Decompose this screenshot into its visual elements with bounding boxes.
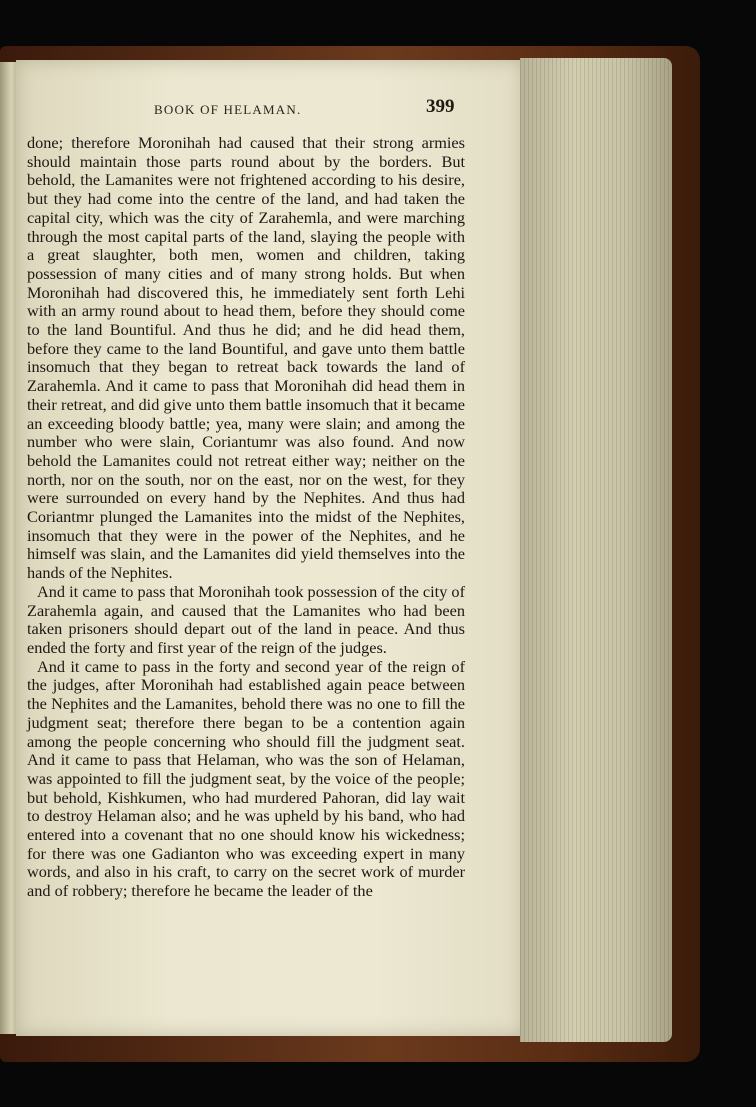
page-number: 399	[426, 96, 455, 117]
page-block-edges	[520, 58, 672, 1042]
paragraph: done; therefore Moronihah had caused that their strong armies should maintain those parts round about by the borders. But behold, the Lamanites were not frightened according to his desire, but they had come into the centre of the land, and had taken the capital city, which was the city of Zarahemla, and were marching through the most capital parts of the land, slaying the people with a great slaughter, both men, women and children, taking possession of many cities and of many strong holds. But when Moronihah had discovered this, he immediately sent forth Lehi with an army round about to head them, before they should come to the land Bountiful. And thus he did; and he did head them, before they came to the land Bountiful, and gave unto them battle insomuch that they began to retreat back towards the land of Zarahemla. And it came to pass that Moronihah did head them in their retreat, and did give unto them battle insomuch that it became an exceeding bloody battle; yea, many were slain; and among the number who were slain, Coriantumr was also found. And now behold the Lamanites could not retreat either way; neither on the north, nor on the south, nor on the east, nor on the west, for they were surrounded on every hand by the Nephites. And thus had Coriantmr plunged the Lamanites into the midst of the Nephites, insomuch that they were in the power of the Nephites, and he himself was slain, and the Lamanites did yield themselves into the hands of the Nephites.	[27, 133, 465, 583]
running-head: BOOK OF HELAMAN.	[154, 102, 302, 117]
paragraph: And it came to pass that Moronihah took possession of the city of Zarahemla again, and caused that the Lamanites who had been taken prisoners should depart out of the land in peace. And thus ended the forty and first year of the reign of the judges.	[27, 581, 465, 657]
page-header	[20, 94, 464, 124]
paragraph: And it came to pass in the forty and second year of the reign of the judges, after Moronihah had established again peace between the Nephites and the Lamanites, behold there was no one to fill the judgment seat; therefore there began to be a contention again among the people concerning who should fill the judgment seat. And it came to pass that Helaman, who was the son of Helaman, was appointed to fill the judgment seat, by the voice of the people; but behold, Kishkumen, who had murdered Pahoran, did lay wait to destroy Helaman also; and he was upheld by his band, who had entered into a covenant that no one should know his wickedness; for there was one Gadianton who was exceeding expert in many words, and also in his craft, to carry on the secret work of murder and of robbery; therefore he became the leader of the	[27, 656, 465, 901]
left-page-edge	[0, 62, 16, 1034]
page-body	[27, 134, 465, 901]
